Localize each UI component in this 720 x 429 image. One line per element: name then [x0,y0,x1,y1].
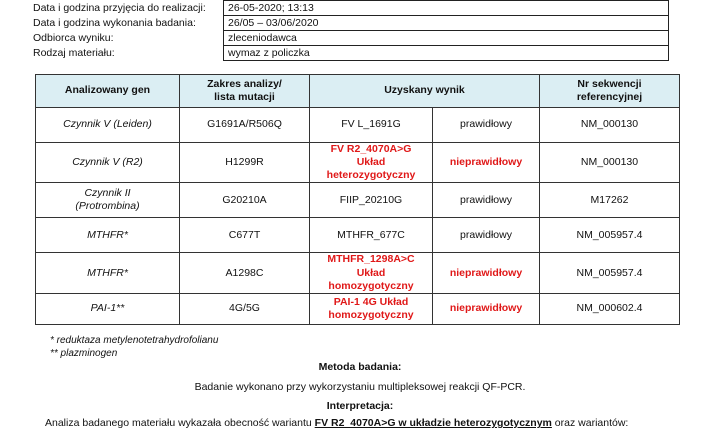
info-label: Data i godzina przyjęcia do realizacji: [33,2,206,14]
status-cell: prawidłowy [433,108,540,143]
status-cell: prawidłowy [433,218,540,253]
table-row [36,293,680,324]
result-cell: FIIP_20210G [310,183,433,218]
range-cell: G20210A [180,183,310,218]
range-cell: A1298C [180,253,310,293]
header-ref [540,75,680,108]
ref-cell: NM_000130 [540,108,680,143]
footnote-mthfr: * reduktaza metylenotetrahydrofolianu [50,335,219,346]
abnormal-result: PAI-1 4G Układ homozygotyczny [328,295,414,321]
method-title: Metoda badania: [318,361,402,373]
table-row [36,183,680,218]
result-cell [310,293,433,324]
abnormal-status: nieprawidłowy [449,302,523,315]
gene-cell [36,183,180,218]
result-cell [310,143,433,183]
info-label: Rodzaj materiału: [33,47,115,59]
sample-info-table [33,0,669,61]
gene-cell: PAI-1** [36,293,180,324]
result-cell [310,253,433,293]
info-row [33,1,669,16]
table-row [36,253,680,293]
gene-cell: MTHFR* [36,218,180,253]
footnote-pai: ** plazminogen [50,348,118,359]
ref-cell: NM_000130 [540,143,680,183]
header-range-text: Zakres analizy/ lista mutacji [207,77,282,103]
header-gene: Analizowany gen [36,75,180,108]
status-cell [433,143,540,183]
info-label: Odbiorca wyniku: [33,32,114,44]
header-result: Uzyskany wynik [310,75,540,108]
results-header-row [36,75,680,108]
status-cell [433,293,540,324]
header-ref-text: Nr sekwencji referencyjnej [576,77,643,103]
header-range [180,75,310,108]
result-cell: MTHFR_677C [310,218,433,253]
range-cell: C677T [180,218,310,253]
info-row [33,31,669,46]
info-value: 26-05-2020; 13:13 [224,1,669,16]
info-value: 26/05 – 03/06/2020 [224,16,669,31]
ref-cell: M17262 [540,183,680,218]
range-cell: 4G/5G [180,293,310,324]
gene-cell: Czynnik V (Leiden) [36,108,180,143]
table-row [36,108,680,143]
table-row [36,218,680,253]
abnormal-result: FV R2_4070A>G Układ heterozygotyczny [326,143,416,182]
ref-cell: NM_005957.4 [540,218,680,253]
method-text: Badanie wykonano przy wykorzystaniu multipleksowej reakcji QF-PCR. [194,381,526,393]
ref-cell: NM_005957.4 [540,253,680,293]
gene-cell: MTHFR* [36,253,180,293]
abnormal-status: nieprawidłowy [449,266,523,279]
info-row [33,46,669,61]
gene-cell: Czynnik V (R2) [36,143,180,183]
results-table [35,74,680,325]
gene-text: Czynnik II (Protrombina) [75,187,140,213]
range-cell: H1299R [180,143,310,183]
info-row [33,16,669,31]
interpretation-variant: FV R2_4070A>G w układzie heterozygotycznym [314,417,552,429]
interpretation-title: Interpretacja: [326,400,394,412]
info-value: zleceniodawca [224,31,669,46]
interpretation-pre: Analiza badanego materiału wykazała obecność wariantu [45,417,315,429]
ref-cell: NM_000602.4 [540,293,680,324]
range-cell: G1691A/R506Q [180,108,310,143]
table-row [36,143,680,183]
status-cell: prawidłowy [433,183,540,218]
info-label: Data i godzina wykonania badania: [33,17,196,29]
abnormal-result: MTHFR_1298A>C Układ homozygotyczny [327,253,415,292]
result-cell: FV L_1691G [310,108,433,143]
interpretation-post: oraz wariantów: [551,417,629,429]
info-value: wymaz z policzka [224,46,669,61]
abnormal-status: nieprawidłowy [449,156,523,169]
status-cell [433,253,540,293]
interpretation-paragraph [45,417,685,429]
